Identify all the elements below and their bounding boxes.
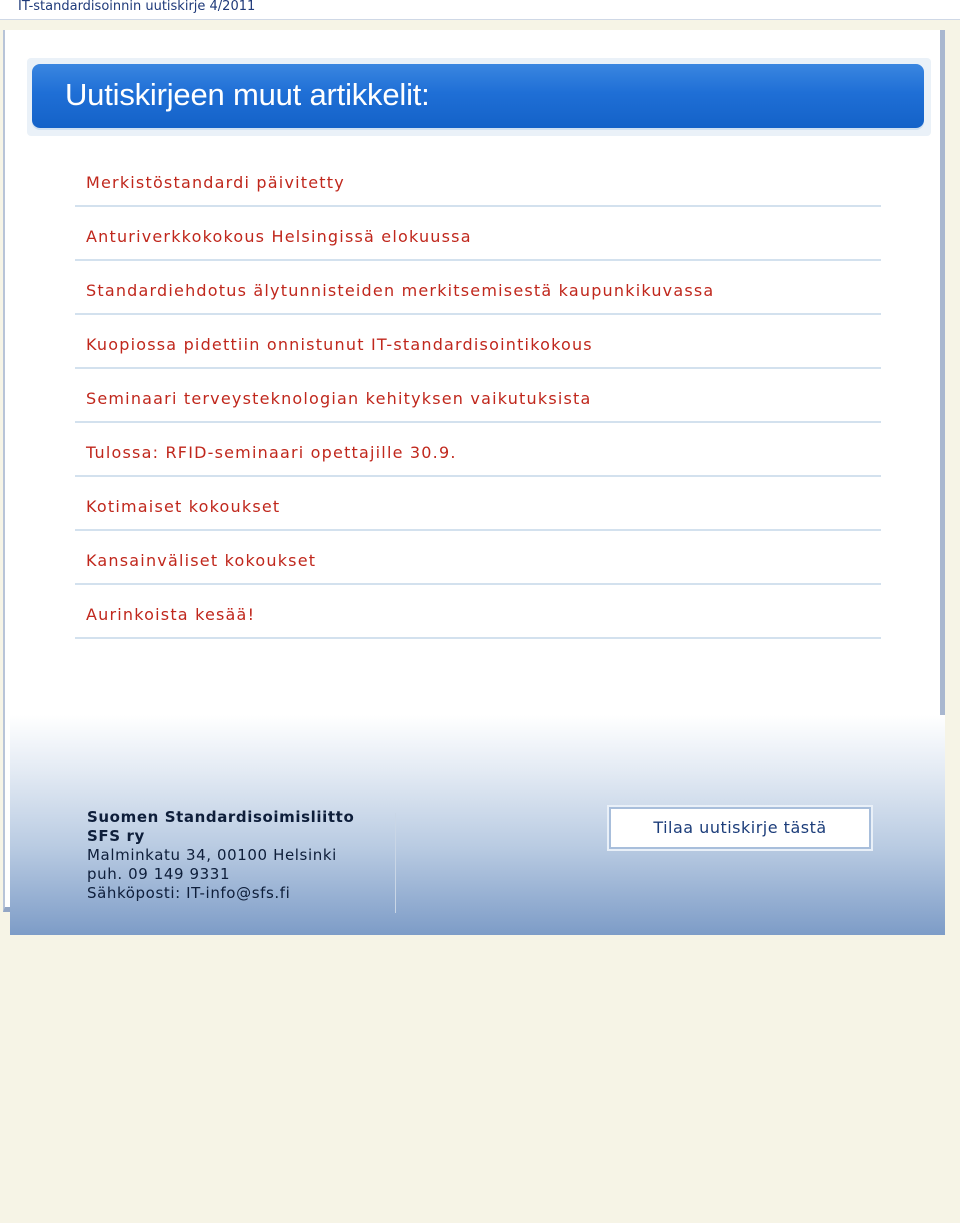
list-item [75, 209, 881, 261]
contact-info [87, 808, 387, 903]
document-header-title: IT-standardisoinnin uutiskirje 4/2011 [18, 0, 256, 14]
banner-title: Uutiskirjeen muut artikkelit: [65, 77, 430, 112]
article-link[interactable]: Kuopiossa pidettiin onnistunut IT-standardisointikokous [86, 335, 593, 354]
footer [10, 715, 945, 935]
org-email[interactable]: Sähköposti: IT-info@sfs.fi [87, 884, 291, 902]
article-link[interactable]: Kotimaiset kokoukset [86, 497, 281, 516]
article-link[interactable]: Tulossa: RFID-seminaari opettajille 30.9. [86, 443, 457, 462]
footer-divider [395, 813, 396, 913]
banner [32, 64, 924, 128]
org-short-name: SFS ry [87, 827, 145, 845]
list-item [75, 479, 881, 531]
article-link[interactable]: Standardiehdotus älytunnisteiden merkitsemisestä kaupunkikuvassa [86, 281, 715, 300]
article-link[interactable]: Kansainväliset kokoukset [86, 551, 317, 570]
list-item [75, 587, 881, 639]
subscribe-button[interactable]: Tilaa uutiskirje tästä [609, 807, 871, 849]
article-link[interactable]: Seminaari terveysteknologian kehityksen vaikutuksista [86, 389, 592, 408]
list-item [75, 263, 881, 315]
article-link[interactable]: Aurinkoista kesää! [86, 605, 256, 624]
list-item [75, 425, 881, 477]
article-link[interactable]: Merkistöstandardi päivitetty [86, 173, 345, 192]
article-list [75, 155, 881, 641]
list-item [75, 155, 881, 207]
list-item [75, 533, 881, 585]
list-item [75, 371, 881, 423]
list-item [75, 317, 881, 369]
org-phone: puh. 09 149 9331 [87, 865, 231, 883]
document-header [0, 0, 960, 20]
newsletter-panel [3, 30, 945, 912]
article-link[interactable]: Anturiverkkokokous Helsingissä elokuussa [86, 227, 472, 246]
org-name: Suomen Standardisoimisliitto [87, 808, 355, 826]
org-address: Malminkatu 34, 00100 Helsinki [87, 846, 337, 864]
